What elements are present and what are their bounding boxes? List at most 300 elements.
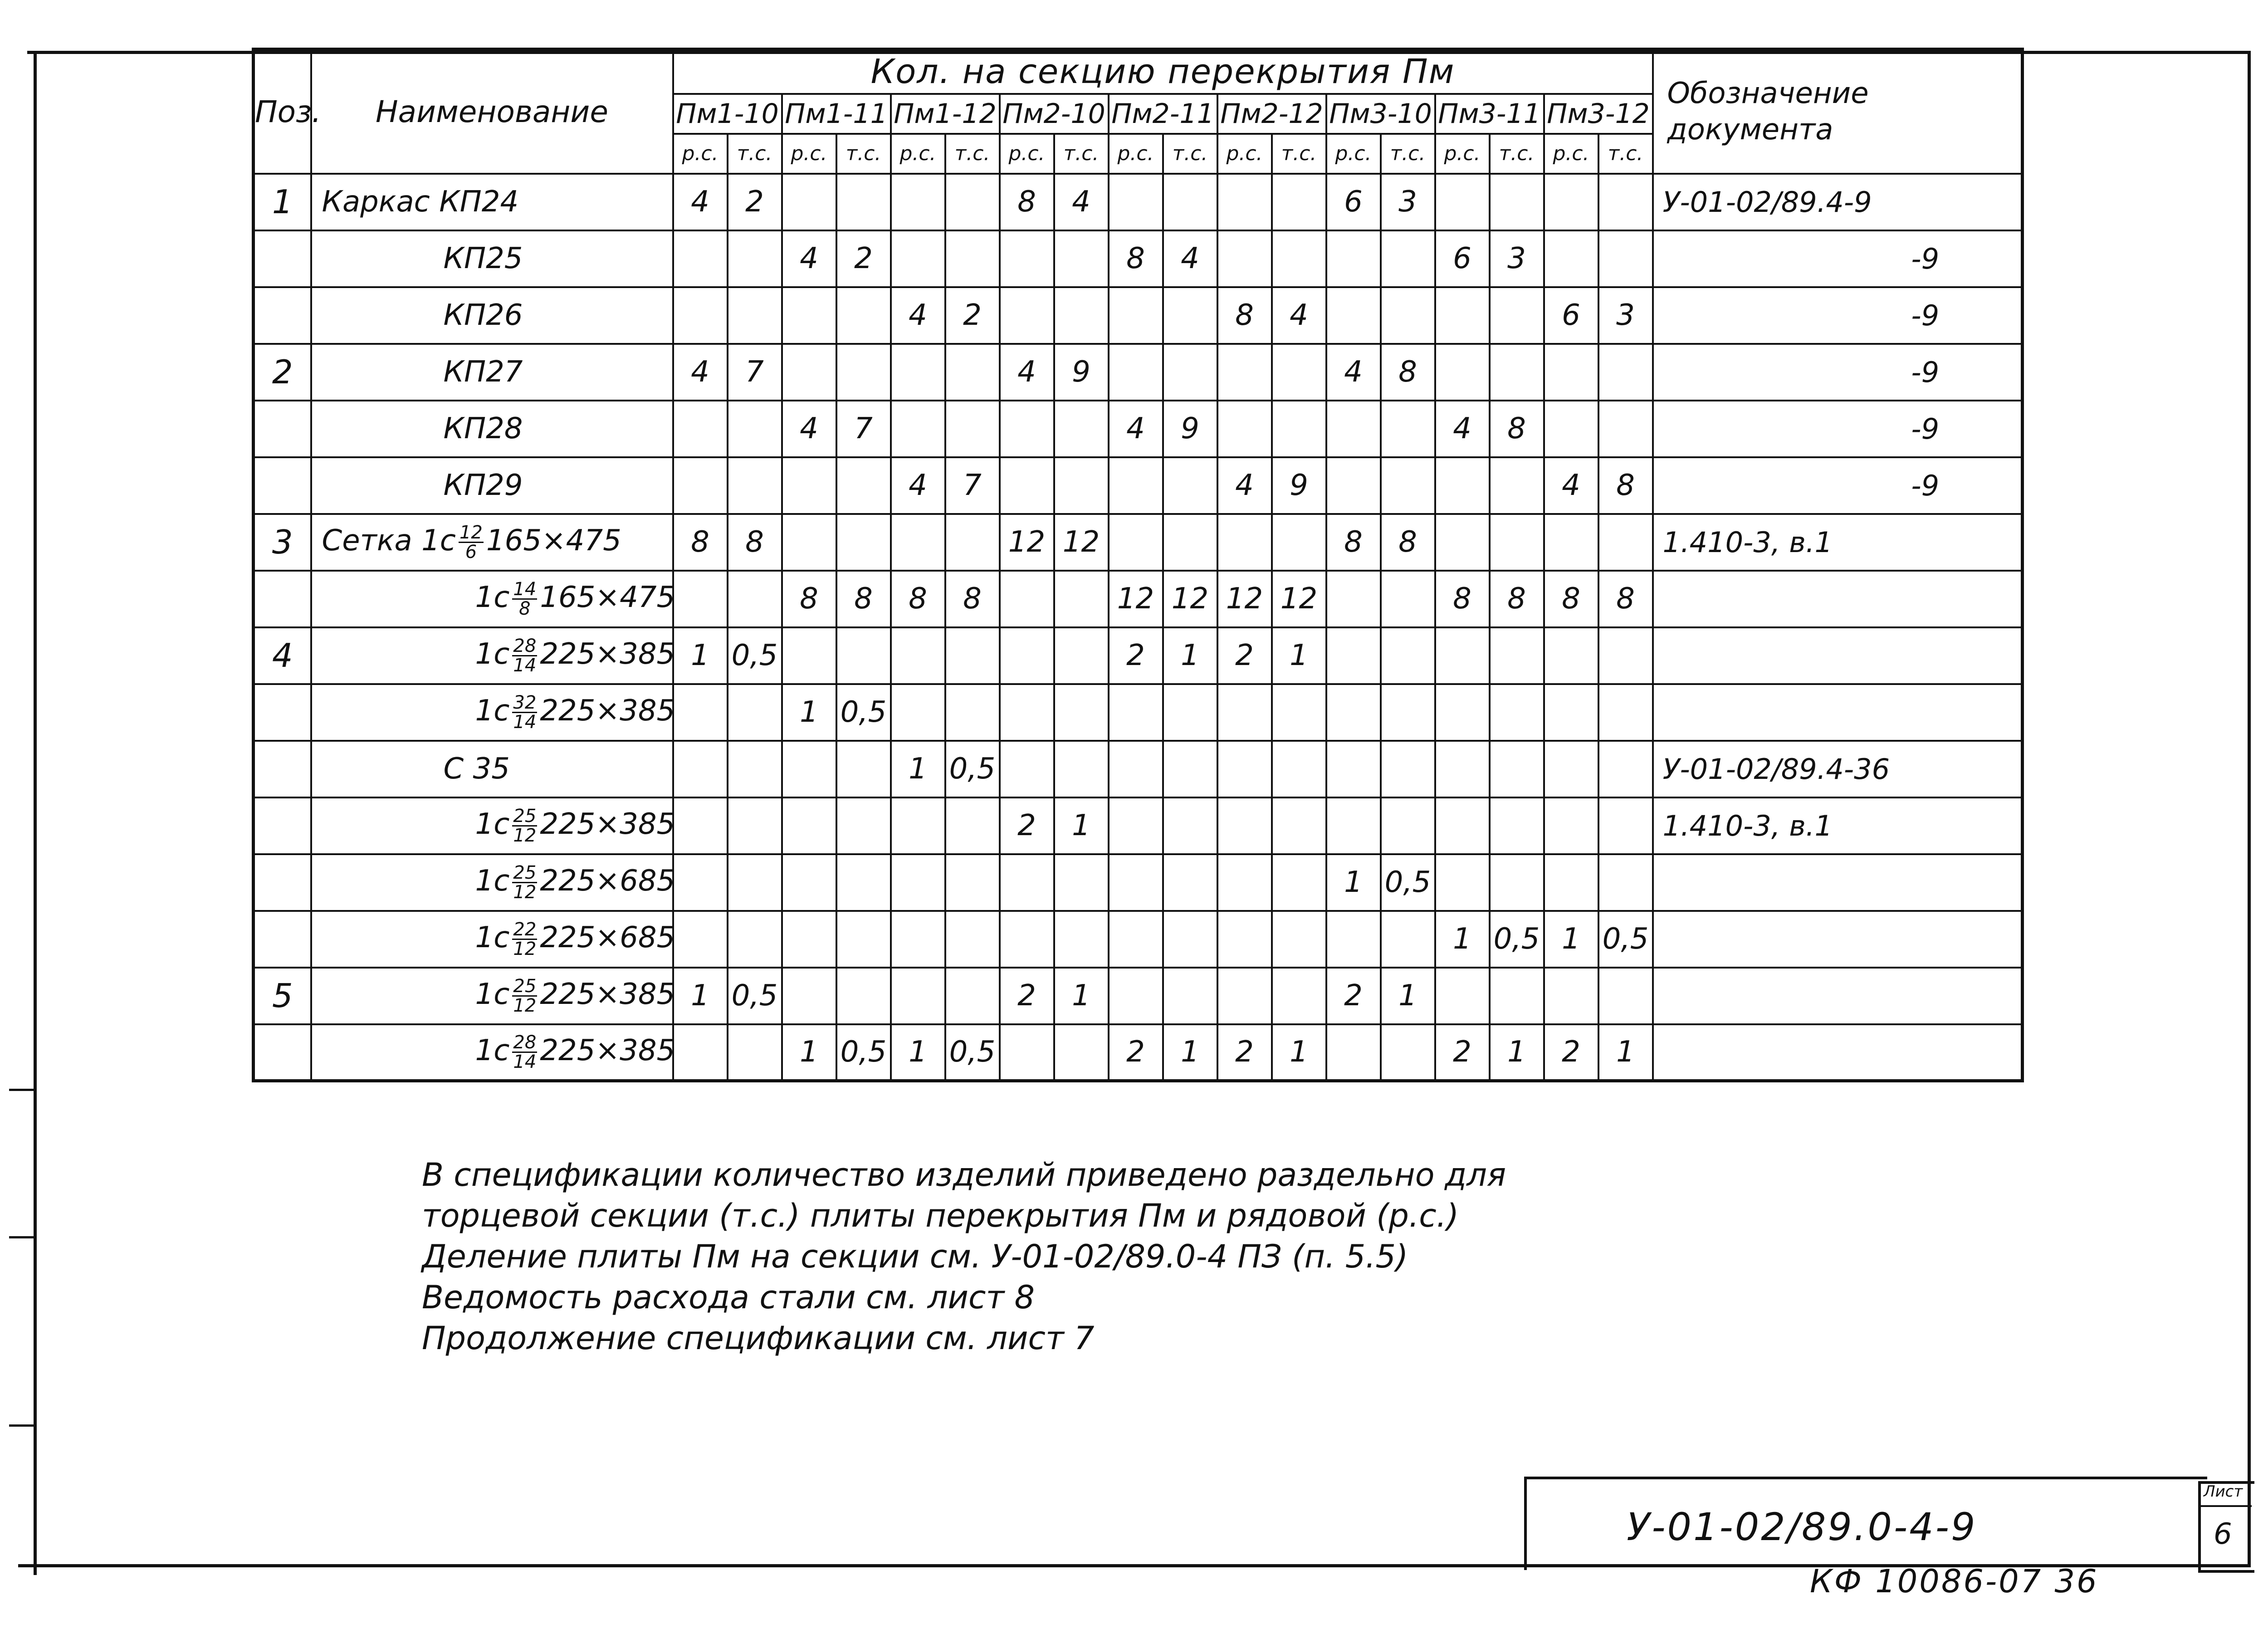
quantity-cell: 8 — [945, 571, 1000, 627]
name-suffix: 165×475 — [486, 523, 621, 558]
quantity-cell — [1490, 968, 1544, 1024]
table-row — [254, 741, 2023, 797]
quantity-cell — [945, 627, 1000, 684]
table-row — [254, 401, 2023, 457]
table-row — [254, 1024, 2023, 1081]
header-rs: р.с. — [1217, 134, 1272, 174]
document-cell: 1.410-3, в.1 — [1653, 797, 2023, 854]
fraction-denominator: 14 — [513, 1051, 537, 1072]
quantity-cell — [945, 968, 1000, 1024]
quantity-cell — [1109, 514, 1163, 571]
quantity-cell — [945, 911, 1000, 968]
quantity-cell — [1217, 230, 1272, 287]
quantity-cell — [673, 1024, 728, 1081]
quantity-cell — [891, 344, 945, 401]
quantity-cell: 1 — [1272, 1024, 1326, 1081]
quantity-cell — [1326, 1024, 1381, 1081]
header-rs: р.с. — [1326, 134, 1381, 174]
title-stamp — [1524, 1477, 2207, 1570]
header-ts: т.с. — [1381, 134, 1435, 174]
header-rs: р.с. — [1109, 134, 1163, 174]
document-cell: -9 — [1653, 344, 2023, 401]
quantity-cell — [728, 287, 782, 344]
quantity-cell — [1435, 174, 1490, 230]
quantity-cell — [782, 457, 836, 514]
quantity-cell — [1490, 174, 1544, 230]
quantity-cell — [1054, 457, 1109, 514]
quantity-cell — [1544, 174, 1598, 230]
quantity-cell — [1435, 287, 1490, 344]
quantity-cell — [782, 627, 836, 684]
quantity-cell — [1381, 911, 1435, 968]
sheet-number: 6 — [2214, 1517, 2232, 1551]
quantity-cell — [1217, 797, 1272, 854]
quantity-cell — [891, 627, 945, 684]
pos-cell: 5 — [254, 968, 311, 1024]
quantity-cell: 8 — [1326, 514, 1381, 571]
quantity-cell — [782, 854, 836, 911]
quantity-cell — [1326, 230, 1381, 287]
quantity-cell — [1598, 344, 1653, 401]
fraction-denominator: 6 — [465, 541, 477, 563]
name-fraction — [512, 864, 537, 901]
document-cell: У-01-02/89.4-9 — [1653, 174, 2023, 230]
quantity-cell — [1326, 571, 1381, 627]
quantity-cell — [1598, 684, 1653, 741]
quantity-cell: 12 — [1217, 571, 1272, 627]
quantity-cell — [945, 174, 1000, 230]
header-column-7: Пм3-10 — [1326, 94, 1435, 134]
name-cell — [311, 571, 673, 627]
specification-table — [252, 48, 2024, 1082]
pos-cell: 3 — [254, 514, 311, 571]
name-prefix: 1с — [475, 807, 510, 841]
name-cell — [311, 457, 673, 514]
document-cell: 1.410-3, в.1 — [1653, 514, 2023, 571]
pos-cell — [254, 1024, 311, 1081]
quantity-cell — [836, 344, 891, 401]
quantity-cell: 12 — [1000, 514, 1054, 571]
quantity-cell — [1381, 457, 1435, 514]
quantity-cell — [1435, 684, 1490, 741]
quantity-cell — [1381, 741, 1435, 797]
quantity-cell — [1217, 174, 1272, 230]
quantity-cell — [1598, 741, 1653, 797]
document-cell — [1653, 854, 2023, 911]
quantity-cell: 8 — [1381, 344, 1435, 401]
quantity-cell: 2 — [945, 287, 1000, 344]
quantity-cell: 4 — [1000, 344, 1054, 401]
quantity-cell: 4 — [673, 344, 728, 401]
quantity-cell: 1 — [1598, 1024, 1653, 1081]
quantity-cell: 1 — [782, 684, 836, 741]
pos-cell — [254, 457, 311, 514]
fraction-denominator: 8 — [519, 598, 531, 619]
quantity-cell — [1598, 854, 1653, 911]
quantity-cell: 8 — [1544, 571, 1598, 627]
quantity-cell: 0,5 — [945, 1024, 1000, 1081]
quantity-cell — [945, 854, 1000, 911]
sheet-box-divider — [2198, 1505, 2252, 1507]
quantity-cell — [945, 344, 1000, 401]
quantity-cell — [1054, 1024, 1109, 1081]
quantity-cell — [1435, 627, 1490, 684]
quantity-cell: 1 — [782, 1024, 836, 1081]
quantity-cell — [1381, 401, 1435, 457]
quantity-cell: 0,5 — [836, 1024, 891, 1081]
quantity-cell — [1544, 741, 1598, 797]
quantity-cell — [1490, 457, 1544, 514]
document-cell — [1653, 571, 2023, 627]
quantity-cell — [673, 684, 728, 741]
quantity-cell: 8 — [673, 514, 728, 571]
name-suffix: 225×685 — [540, 864, 675, 898]
quantity-cell: 8 — [1000, 174, 1054, 230]
quantity-cell — [728, 854, 782, 911]
quantity-cell — [1381, 287, 1435, 344]
quantity-cell — [945, 514, 1000, 571]
document-cell: -9 — [1653, 401, 2023, 457]
quantity-cell: 1 — [1054, 797, 1109, 854]
quantity-cell — [1544, 854, 1598, 911]
quantity-cell — [891, 401, 945, 457]
quantity-cell — [782, 174, 836, 230]
name-cell — [311, 514, 673, 571]
binding-tick-2 — [9, 1236, 36, 1238]
quantity-cell — [1544, 797, 1598, 854]
quantity-cell — [1054, 741, 1109, 797]
name-prefix: Сетка 1с — [322, 523, 456, 558]
quantity-cell — [782, 797, 836, 854]
quantity-cell: 12 — [1054, 514, 1109, 571]
quantity-cell — [1054, 627, 1109, 684]
header-name: Наименование — [311, 49, 673, 174]
name-text: Каркас КП24 — [322, 185, 519, 219]
quantity-cell: 2 — [1326, 968, 1381, 1024]
quantity-cell: 7 — [945, 457, 1000, 514]
quantity-cell — [782, 514, 836, 571]
quantity-cell — [1217, 684, 1272, 741]
header-rs: р.с. — [782, 134, 836, 174]
quantity-cell — [782, 741, 836, 797]
quantity-cell — [673, 911, 728, 968]
quantity-cell: 1 — [1381, 968, 1435, 1024]
pos-cell — [254, 854, 311, 911]
quantity-cell: 0,5 — [1490, 911, 1544, 968]
quantity-cell — [1109, 684, 1163, 741]
quantity-cell: 2 — [1217, 627, 1272, 684]
note-line-4: Ведомость расхода стали см. лист 8 — [422, 1279, 1035, 1316]
quantity-cell — [1544, 344, 1598, 401]
quantity-cell — [728, 911, 782, 968]
quantity-cell: 2 — [1435, 1024, 1490, 1081]
pos-cell — [254, 741, 311, 797]
document-cell — [1653, 968, 2023, 1024]
name-cell — [311, 287, 673, 344]
name-cell — [311, 1024, 673, 1081]
quantity-cell — [1435, 968, 1490, 1024]
quantity-cell — [1272, 401, 1326, 457]
quantity-cell — [1490, 287, 1544, 344]
quantity-cell — [1544, 230, 1598, 287]
quantity-cell — [1054, 230, 1109, 287]
quantity-cell — [1598, 797, 1653, 854]
name-suffix: 225×385 — [540, 1033, 675, 1067]
table-row — [254, 911, 2023, 968]
quantity-cell — [782, 287, 836, 344]
quantity-cell — [1272, 854, 1326, 911]
document-cell — [1653, 627, 2023, 684]
quantity-cell — [1381, 1024, 1435, 1081]
quantity-cell: 0,5 — [728, 627, 782, 684]
name-suffix: 225×685 — [540, 920, 675, 954]
quantity-cell — [1000, 741, 1054, 797]
quantity-cell — [1272, 684, 1326, 741]
quantity-cell: 6 — [1435, 230, 1490, 287]
quantity-cell: 8 — [1598, 571, 1653, 627]
quantity-cell — [1326, 797, 1381, 854]
quantity-cell — [836, 287, 891, 344]
quantity-cell — [1217, 911, 1272, 968]
quantity-cell — [1054, 911, 1109, 968]
quantity-cell — [1490, 684, 1544, 741]
quantity-cell — [1000, 911, 1054, 968]
quantity-cell: 7 — [728, 344, 782, 401]
quantity-cell: 8 — [1381, 514, 1435, 571]
header-ts: т.с. — [945, 134, 1000, 174]
header-rs: р.с. — [1435, 134, 1490, 174]
note-line-1: В спецификации количество изделий приведено раздельно для — [422, 1156, 1506, 1194]
quantity-cell — [1435, 797, 1490, 854]
quantity-cell: 1 — [673, 968, 728, 1024]
quantity-cell — [1163, 174, 1217, 230]
quantity-cell — [1598, 968, 1653, 1024]
quantity-cell — [1163, 684, 1217, 741]
quantity-cell: 7 — [836, 401, 891, 457]
quantity-cell — [945, 684, 1000, 741]
quantity-cell — [1598, 627, 1653, 684]
quantity-cell — [673, 741, 728, 797]
quantity-cell: 4 — [1054, 174, 1109, 230]
quantity-cell — [728, 571, 782, 627]
quantity-cell — [1490, 514, 1544, 571]
quantity-cell — [728, 797, 782, 854]
quantity-cell — [1000, 457, 1054, 514]
name-prefix: 1с — [475, 637, 510, 671]
quantity-cell: 4 — [1217, 457, 1272, 514]
quantity-cell — [673, 287, 728, 344]
quantity-cell: 2 — [1000, 797, 1054, 854]
header-ts: т.с. — [1490, 134, 1544, 174]
fraction-numerator: 32 — [513, 692, 537, 713]
quantity-cell — [1109, 344, 1163, 401]
header-ts: т.с. — [836, 134, 891, 174]
quantity-cell — [1163, 968, 1217, 1024]
name-prefix: 1с — [475, 1033, 510, 1067]
quantity-cell: 12 — [1272, 571, 1326, 627]
name-prefix: 1с — [475, 864, 510, 898]
quantity-cell — [1109, 741, 1163, 797]
quantity-cell — [1272, 174, 1326, 230]
header-ts: т.с. — [1054, 134, 1109, 174]
quantity-cell — [1000, 230, 1054, 287]
quantity-cell — [1054, 684, 1109, 741]
name-suffix: 225×385 — [540, 807, 675, 841]
quantity-cell — [673, 797, 728, 854]
quantity-cell: 0,5 — [836, 684, 891, 741]
fraction-denominator: 14 — [513, 711, 537, 733]
name-fraction — [512, 1033, 537, 1071]
quantity-cell — [728, 230, 782, 287]
quantity-cell — [945, 230, 1000, 287]
quantity-cell: 0,5 — [728, 968, 782, 1024]
quantity-cell — [836, 797, 891, 854]
name-suffix: 225×385 — [540, 977, 675, 1011]
quantity-cell: 12 — [1109, 571, 1163, 627]
document-cell: -9 — [1653, 457, 2023, 514]
quantity-cell: 6 — [1544, 287, 1598, 344]
fraction-denominator: 14 — [513, 655, 537, 676]
pos-cell: 4 — [254, 627, 311, 684]
quantity-cell — [1163, 741, 1217, 797]
document-cell: -9 — [1653, 230, 2023, 287]
header-column-3: Пм1-12 — [891, 94, 1000, 134]
quantity-cell — [891, 174, 945, 230]
quantity-cell: 4 — [891, 287, 945, 344]
quantity-cell: 12 — [1163, 571, 1217, 627]
fraction-numerator: 12 — [459, 522, 483, 543]
name-prefix: 1с — [475, 580, 510, 614]
quantity-cell: 3 — [1490, 230, 1544, 287]
quantity-cell: 8 — [1490, 571, 1544, 627]
fraction-denominator: 12 — [513, 995, 537, 1016]
quantity-cell — [1598, 230, 1653, 287]
name-fraction — [512, 694, 537, 731]
quantity-cell — [1381, 230, 1435, 287]
quantity-cell — [1217, 854, 1272, 911]
quantity-cell — [1163, 797, 1217, 854]
quantity-cell: 1 — [1272, 627, 1326, 684]
quantity-cell: 4 — [1272, 287, 1326, 344]
header-column-6: Пм2-12 — [1217, 94, 1326, 134]
quantity-cell: 0,5 — [1598, 911, 1653, 968]
quantity-cell: 2 — [1109, 1024, 1163, 1081]
quantity-cell — [836, 457, 891, 514]
quantity-cell: 4 — [673, 174, 728, 230]
quantity-cell — [1000, 854, 1054, 911]
quantity-cell — [891, 968, 945, 1024]
name-fraction — [512, 807, 537, 845]
table-row — [254, 457, 2023, 514]
quantity-cell: 4 — [1109, 401, 1163, 457]
name-text: КП28 — [443, 412, 523, 445]
quantity-cell: 2 — [1000, 968, 1054, 1024]
table-row — [254, 344, 2023, 401]
name-cell — [311, 684, 673, 741]
quantity-cell: 8 — [782, 571, 836, 627]
quantity-cell — [1272, 968, 1326, 1024]
pos-cell: 2 — [254, 344, 311, 401]
quantity-cell: 2 — [1109, 627, 1163, 684]
fraction-numerator: 22 — [513, 919, 537, 940]
quantity-cell: 2 — [1217, 1024, 1272, 1081]
quantity-cell — [782, 968, 836, 1024]
fraction-denominator: 12 — [513, 825, 537, 846]
quantity-cell — [1163, 344, 1217, 401]
quantity-cell: 0,5 — [1381, 854, 1435, 911]
archive-code: КФ 10086-07 36 — [1810, 1563, 2099, 1600]
quantity-cell: 1 — [1163, 1024, 1217, 1081]
quantity-cell — [1163, 854, 1217, 911]
name-suffix: 225×385 — [540, 694, 675, 728]
quantity-cell — [1598, 401, 1653, 457]
quantity-cell: 4 — [782, 230, 836, 287]
quantity-cell — [1435, 854, 1490, 911]
document-cell — [1653, 684, 2023, 741]
header-rs: р.с. — [891, 134, 945, 174]
quantity-cell: 8 — [891, 571, 945, 627]
quantity-cell — [1326, 911, 1381, 968]
quantity-cell — [1109, 457, 1163, 514]
pos-cell — [254, 571, 311, 627]
quantity-cell — [728, 684, 782, 741]
quantity-cell — [1490, 344, 1544, 401]
quantity-cell — [1217, 401, 1272, 457]
quantity-cell: 6 — [1326, 174, 1381, 230]
name-fraction — [512, 920, 537, 958]
fraction-numerator: 25 — [513, 975, 537, 997]
pos-cell — [254, 287, 311, 344]
quantity-cell — [1326, 287, 1381, 344]
quantity-cell — [1272, 797, 1326, 854]
quantity-cell — [673, 457, 728, 514]
quantity-cell — [1598, 514, 1653, 571]
quantity-cell — [836, 627, 891, 684]
quantity-cell: 1 — [1326, 854, 1381, 911]
quantity-cell — [1054, 854, 1109, 911]
quantity-cell: 4 — [782, 401, 836, 457]
quantity-cell — [1000, 627, 1054, 684]
quantity-cell — [1381, 797, 1435, 854]
quantity-cell — [891, 797, 945, 854]
quantity-cell — [1000, 1024, 1054, 1081]
header-column-8: Пм3-11 — [1435, 94, 1544, 134]
quantity-cell: 4 — [1435, 401, 1490, 457]
header-rs: р.с. — [1000, 134, 1054, 174]
quantity-cell: 1 — [891, 741, 945, 797]
header-column-5: Пм2-11 — [1109, 94, 1217, 134]
quantity-cell — [1217, 514, 1272, 571]
fraction-numerator: 28 — [513, 1032, 537, 1053]
quantity-cell — [1490, 797, 1544, 854]
quantity-cell: 1 — [1435, 911, 1490, 968]
quantity-cell — [836, 854, 891, 911]
quantity-cell: 2 — [1544, 1024, 1598, 1081]
quantity-cell — [1109, 911, 1163, 968]
quantity-cell — [945, 797, 1000, 854]
quantity-cell: 9 — [1054, 344, 1109, 401]
name-cell — [311, 627, 673, 684]
quantity-cell — [1326, 627, 1381, 684]
header-column-2: Пм1-11 — [782, 94, 891, 134]
table-row — [254, 797, 2023, 854]
name-text: КП25 — [443, 242, 523, 275]
quantity-cell — [1272, 911, 1326, 968]
quantity-cell: 8 — [1435, 571, 1490, 627]
quantity-cell — [1326, 401, 1381, 457]
quantity-cell — [836, 174, 891, 230]
quantity-cell — [1272, 344, 1326, 401]
